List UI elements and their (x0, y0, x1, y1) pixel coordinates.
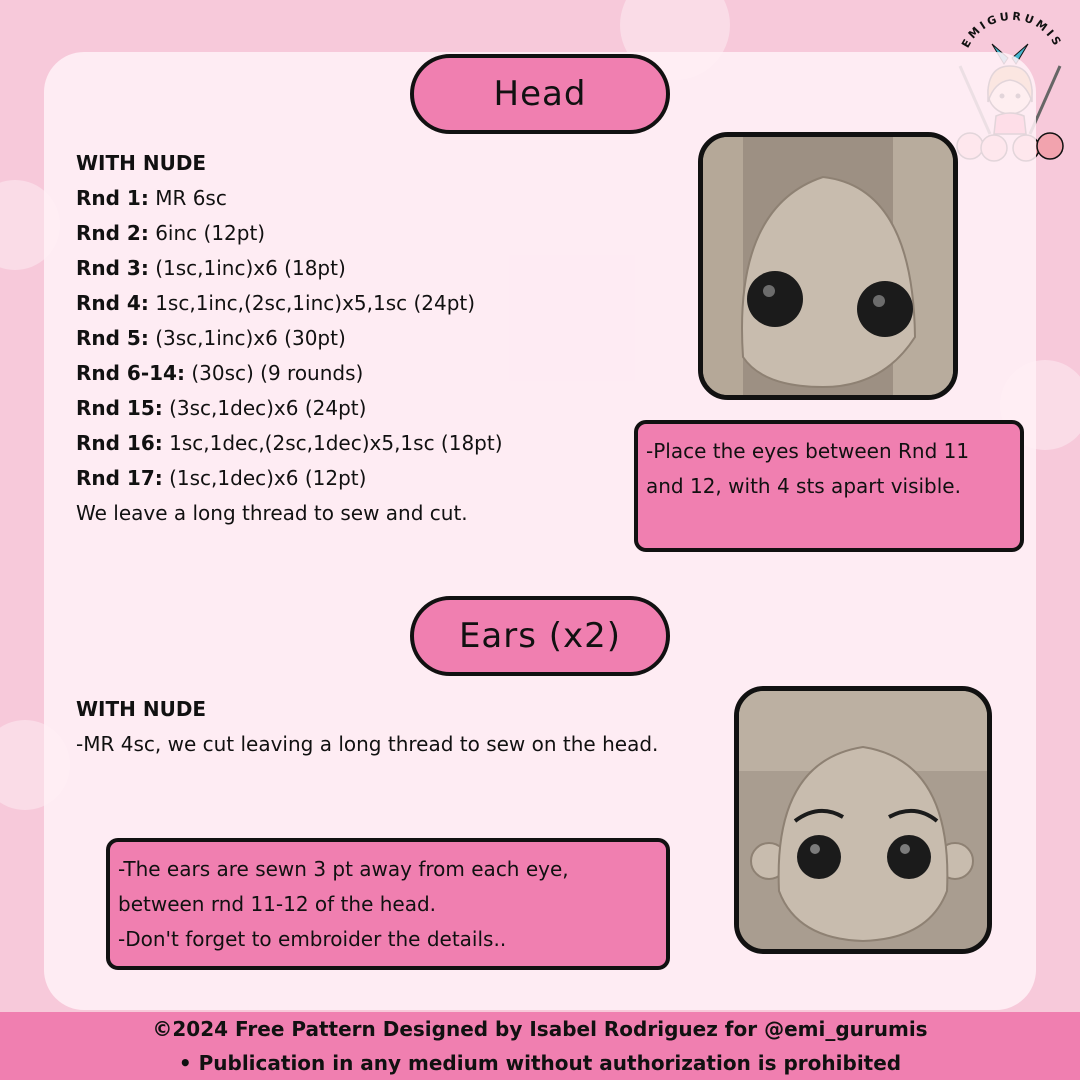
logo-text: EMIGURUMIS (959, 9, 1065, 51)
pattern-round: Rnd 1: MR 6sc (76, 186, 227, 210)
ears-title (410, 596, 670, 676)
head-title (410, 54, 670, 134)
ears-title-text: Ears (x2) (458, 616, 622, 656)
crochet-head-image (703, 137, 953, 395)
publication-notice: • Publication in any medium without authorization is prohibited (178, 1051, 902, 1075)
head-pattern (76, 146, 636, 531)
copyright-footer (0, 1012, 1080, 1080)
pattern-round: Rnd 3: (1sc,1inc)x6 (18pt) (76, 256, 346, 280)
pattern-round: Rnd 16: 1sc,1dec,(2sc,1dec)x5,1sc (18pt) (76, 431, 503, 455)
svg-text:EMIGURUMIS (959, 10, 1065, 50)
pattern-round: Rnd 4: 1sc,1inc,(2sc,1inc)x5,1sc (24pt) (76, 291, 476, 315)
ears-color-label: WITH NUDE (76, 697, 207, 721)
ears-sewing-note: -The ears are sewn 3 pt away from each eye, between rnd 11-12 of the head. -Don't forget to embroider the details.. (106, 838, 670, 970)
head-color-label: WITH NUDE (76, 151, 207, 175)
head-eye-placement-note: -Place the eyes between Rnd 11 and 12, with 4 sts apart visible. (634, 420, 1024, 552)
head-photo (698, 132, 958, 400)
crochet-head-with-ears-image (739, 691, 987, 949)
head-title-text: Head (493, 74, 587, 114)
pattern-round: Rnd 17: (1sc,1dec)x6 (12pt) (76, 466, 367, 490)
pattern-round: Rnd 5: (3sc,1inc)x6 (30pt) (76, 326, 346, 350)
head-closing-note: We leave a long thread to sew and cut. (76, 501, 468, 525)
copyright-line: ©2024 Free Pattern Designed by Isabel Rodriguez for @emi_gurumis (152, 1017, 928, 1041)
pattern-round: Rnd 2: 6inc (12pt) (76, 221, 266, 245)
ears-photo (734, 686, 992, 954)
ears-pattern (76, 692, 676, 762)
pattern-round: Rnd 6-14: (30sc) (9 rounds) (76, 361, 364, 385)
ears-instruction: -MR 4sc, we cut leaving a long thread to sew on the head. (76, 732, 659, 756)
pattern-round: Rnd 15: (3sc,1dec)x6 (24pt) (76, 396, 367, 420)
